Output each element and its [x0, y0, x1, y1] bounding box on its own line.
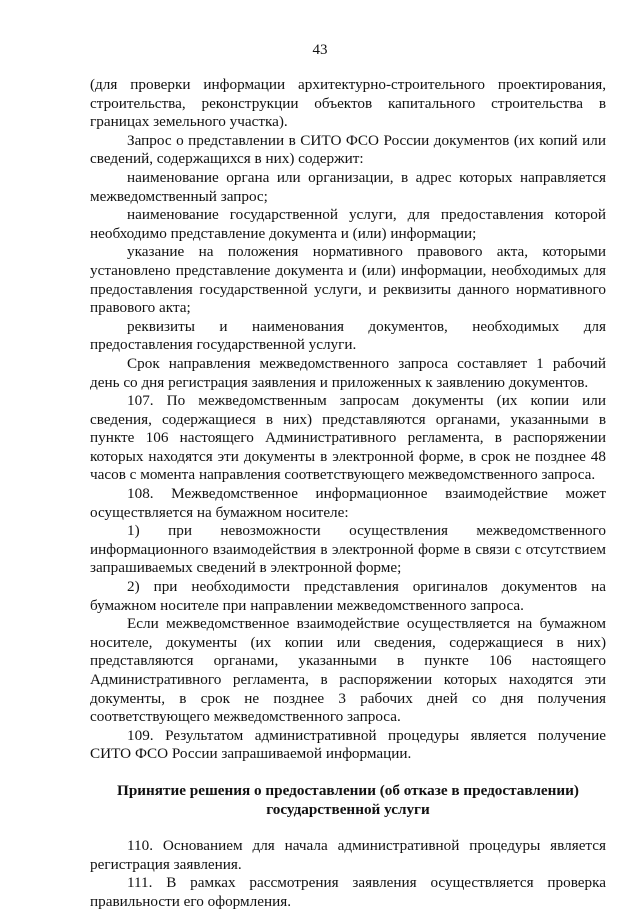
document-body — [90, 76, 606, 912]
paragraph-request-contents: Запрос о представлении в СИТО ФСО России документов (их копий или сведений, содержащихся в них) содержит: — [90, 131, 606, 168]
paragraph-request-item-legal-act: указание на положения нормативного правового акта, которыми установлено представление документа и (или) информации, необходимых для предоставления государственной услуги, и реквизиты данного нормативного правового акта; — [90, 243, 606, 317]
paragraph-111: 111. В рамках рассмотрения заявления осуществляется проверка правильности его оформления. — [90, 874, 606, 910]
section-heading: Принятие решения о предоставлении (об отказе в предоставлении) государственной услуги — [117, 781, 579, 818]
paragraph-107: 107. По межведомственным запросам документы (их копии или сведения, содержащиеся в них) представляются органами, указанными в пункте 106 настоящего Административного регламента, в распоряжении которых находятся эти документы в электронной форме, в срок не позднее 48 часов с момента направления соответствующего межведомственного запроса. — [90, 392, 606, 484]
paragraph-110: 110. Основанием для начала административной процедуры является регистрация заявления. — [90, 837, 606, 873]
paragraph-108: 108. Межведомственное информационное взаимодействие может осуществляется на бумажном носителе: — [90, 485, 606, 521]
page-number: 43 — [312, 42, 328, 58]
paragraph-request-item-service: наименование государственной услуги, для предоставления которой необходимо представление документа и (или) информации; — [90, 206, 606, 242]
paragraph-continuation: (для проверки информации архитектурно-строительного проектирования, строительства, реконструкции объектов капитального строительства в границах земельного участка). — [90, 76, 606, 131]
paragraph-paper-interaction: Если межведомственное взаимодействие осуществляется на бумажном носителе, документы (их копии или сведения, содержащиеся в них) представляются органами, указанными в пункте 106 настоящего Административного регламента, в распоряжении которых находятся эти документы, в срок не позднее 3 рабочих дней со дня получения соответствующего межведомственного запроса. — [90, 615, 606, 726]
paragraph-request-item-organ: наименование органа или организации, в адрес которых направляется межведомственный запрос; — [90, 168, 606, 205]
paragraph-108-item-1: 1) при невозможности осуществления межведомственного информационного взаимодействия в электронной форме в связи с отсутствием запрашиваемых сведений в электронной форме; — [90, 522, 606, 577]
paragraph-108-item-2: 2) при необходимости представления оригиналов документов на бумажном носителе при направлении межведомственного запроса. — [90, 578, 606, 614]
paragraph-request-deadline: Срок направления межведомственного запроса составляет 1 рабочий день со дня регистрация заявления и приложенных к заявлению документов. — [90, 354, 606, 391]
paragraph-request-item-documents: реквизиты и наименования документов, необходимых для предоставления государственной услуги. — [90, 317, 606, 354]
paragraph-109: 109. Результатом административной процедуры является получение СИТО ФСО России запрашиваемой информации. — [90, 726, 606, 763]
